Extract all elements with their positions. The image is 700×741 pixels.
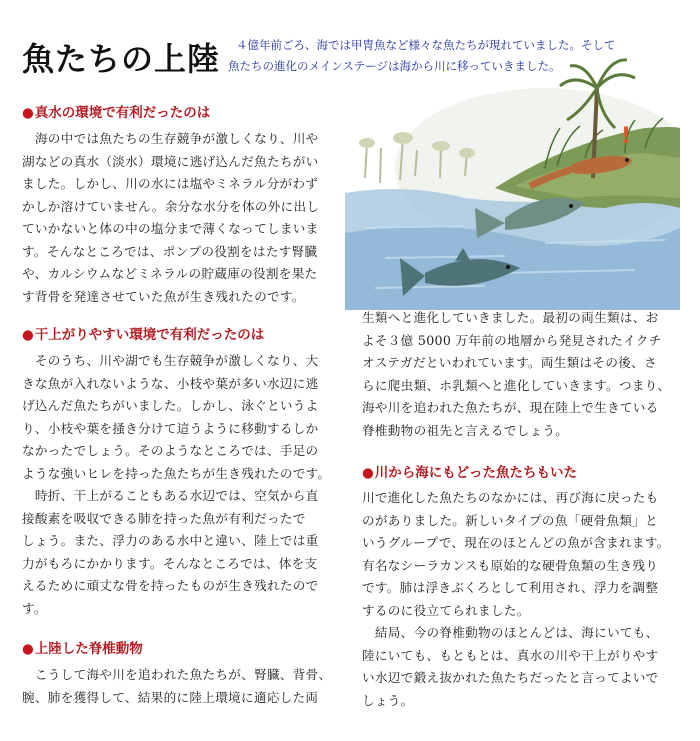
page-title: 魚たちの上陸 [22, 40, 221, 78]
exclamation-mark: ! [621, 124, 632, 149]
section-text-return-to-sea: 川で進化した魚たちのなかには、再び海に戻ったも のがありました。新しいタイプの魚「硬骨魚類」と いうグループで、現在のほとんどの魚が含まれます。 有名なシーラカンスも原始的な硬骨魚類の生き残り です。肺は浮きぶくろとして利用され、浮力を調整 するのに役立てられました。 結局、今の脊椎動物のほとんどは、海にいても、 陸にいても、もともとは、真水の川や干上がりやす い水辺で鍛え抜かれた魚たちだったと言ってよいで しょう。 [362, 490, 670, 708]
bullet-icon: ● [22, 327, 34, 343]
fish-landing-illustration [345, 58, 680, 310]
bullet-icon: ● [22, 641, 34, 657]
section-text-vertebrates: こうして海や川を追われた魚たちが、腎臓、背骨、 腕、肺を獲得して、結果的に陸上環境に適応した両 [22, 667, 332, 705]
intro-line-2: 魚たちの進化のメインステージは海から川に移っていきました。 [228, 59, 561, 73]
bullet-icon: ● [362, 465, 374, 481]
section-heading-vertebrates: ●上陸した脊椎動物 [22, 641, 143, 657]
intro-line-1: ４億年前ごろ、海では甲冑魚など様々な魚たちが現れていました。そして [236, 38, 616, 52]
section-heading-return-to-sea: ●川から海にもどった魚たちもいた [362, 465, 578, 481]
continued-text: 生類へと進化していきました。最初の両生類は、お よそ３億 5000 万年前の地層から発見されたイクチ オステガだといわれています。両生類はその後、さ らに爬虫類、ホ乳類へと進化していきます。つまり、 海や川を追われた魚たちが、現在陸上で生きている 脊椎動物の祖先と言えるでしょう。 [362, 310, 671, 438]
section-heading-freshwater: ●真水の環境で有利だったのは [22, 105, 211, 121]
section-heading-drying: ●干上がりやすい環境で有利だったのは [22, 327, 265, 343]
bullet-icon: ● [22, 105, 34, 121]
section-text-drying: そのうち、川や湖でも生存競争が激しくなり、大 きな魚が入れないような、小枝や葉が多い水辺に逃 げ込んだ魚たちがいました。しかし、泳ぐというよ り、小枝や葉を掻き分けて這うように移動するしか なかったでしょう。そのようなところでは、手足の ような強いヒレを持った魚たちが生き残れたのです。 時折、干上がることもある水辺では、空気から直 接酸素を吸収できる肺を持った魚が有利だったで しょう。また、浮力のある水中と違い、陸上では重 力がもろにかかります。そんなところでは、体を支 えるために頑丈な骨を持ったものが生き残れたので す。 [22, 353, 331, 616]
section-text-freshwater: 海の中では魚たちの生存競争が激しくなり、川や 湖などの真水（淡水）環境に逃げ込んだ魚たちがい ました。しかし、川の水には塩やミネラル分がわず かしか溶けていません。余分な水分を体の外に出し ていかないと体の中の塩分まで薄くなってしまいま す。そんなところでは、ポンプの役割をはたす腎臓 や、カルシウムなどミネラルの貯蔵庫の役割を果た す背骨を発達させていた魚が生き残れたのです。 [22, 131, 320, 304]
